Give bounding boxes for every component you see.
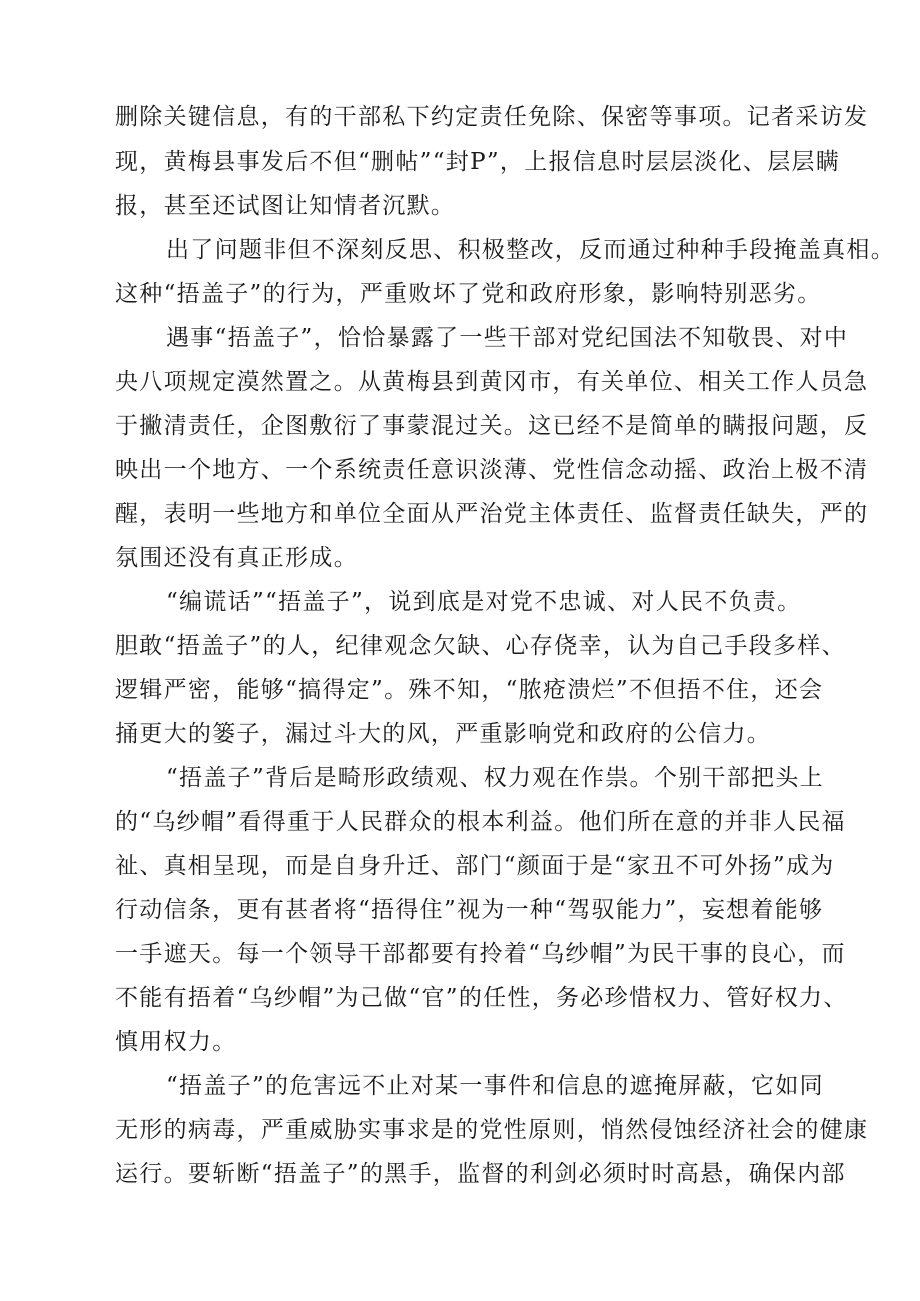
text-line: 胆敢“捂盖子”的人，纪律观念欠缺、心存侥幸，认为自己手段多样、: [115, 633, 846, 659]
text-line: 逻辑严密，能够“搞得定”。殊不知，“脓疮溃烂”不但捂不住，还会: [115, 677, 824, 703]
text-line: 祉、真相呈现，而是自身升迁、部门“颜面于是“家丑不可外扬”成为: [115, 853, 835, 879]
text-line: 于撇清责任，企图敷衍了事蒙混过关。这已经不是简单的瞒报问题，反: [115, 413, 869, 439]
text-line: 报，甚至还试图让知情者沉默。: [115, 193, 456, 219]
text-line: 无形的病毒，严重威胁实事求是的党性原则，悄然侵蚀经济社会的健康: [115, 1117, 869, 1143]
paragraph-first-line: “编谎话”“捂盖子”，说到底是对党不忠诚、对人民不负责。: [166, 589, 802, 615]
text-line: 的“乌纱帽”看得重于人民群众的根本利益。他们所在意的并非人民福: [115, 809, 846, 835]
text-line: 一手遮天。每一个领导干部都要有拎着“乌纱帽”为民干事的良心，而: [115, 941, 846, 967]
text-line: 现，黄梅县事发后不但“删帖”“封P”，上报信息时层层淡化、层层瞒: [115, 149, 841, 175]
text-line: 醒，表明一些地方和单位全面从严治党主体责任、监督责任缺失，严的: [115, 501, 869, 527]
text-line: 央八项规定漠然置之。从黄梅县到黄冈市，有关单位、相关工作人员急: [115, 369, 869, 395]
text-line: 不能有捂着“乌纱帽”为己做“官”的任性，务必珍惜权力、管好权力、: [115, 985, 848, 1011]
paragraph-first-line: 出了问题非但不深刻反思、积极整改，反而通过种种手段掩盖真相。: [166, 237, 895, 263]
text-line: 氛围还没有真正形成。: [115, 545, 358, 571]
paragraph-first-line: 遇事“捂盖子”，恰恰暴露了一些干部对党纪国法不知敬畏、对中: [166, 325, 849, 351]
text-line: 慎用权力。: [115, 1029, 237, 1055]
text-line: 这种“捂盖子”的行为，严重败坏了党和政府形象，影响特别恶劣。: [115, 281, 822, 307]
text-line: 行动信条，更有甚者将“捂得住”视为一种“驾驭能力”，妄想着能够: [115, 897, 824, 923]
paragraph-first-line: “捂盖子”的危害远不止对某一事件和信息的遮掩屏蔽，它如同: [166, 1073, 824, 1099]
paragraph-first-line: “捂盖子”背后是畸形政绩观、权力观在作祟。个别干部把头上: [166, 765, 824, 791]
text-line: 映出一个地方、一个系统责任意识淡薄、党性信念动摇、政治上极不清: [115, 457, 869, 483]
text-line: 捅更大的篓子，漏过斗大的风，严重影响党和政府的公信力。: [115, 721, 772, 747]
text-line: 运行。要斩断“捂盖子”的黑手，监督的利剑必须时时高悬，确保内部: [115, 1161, 846, 1187]
text-line: 删除关键信息，有的干部私下约定责任免除、保密等事项。记者采访发: [115, 104, 869, 130]
